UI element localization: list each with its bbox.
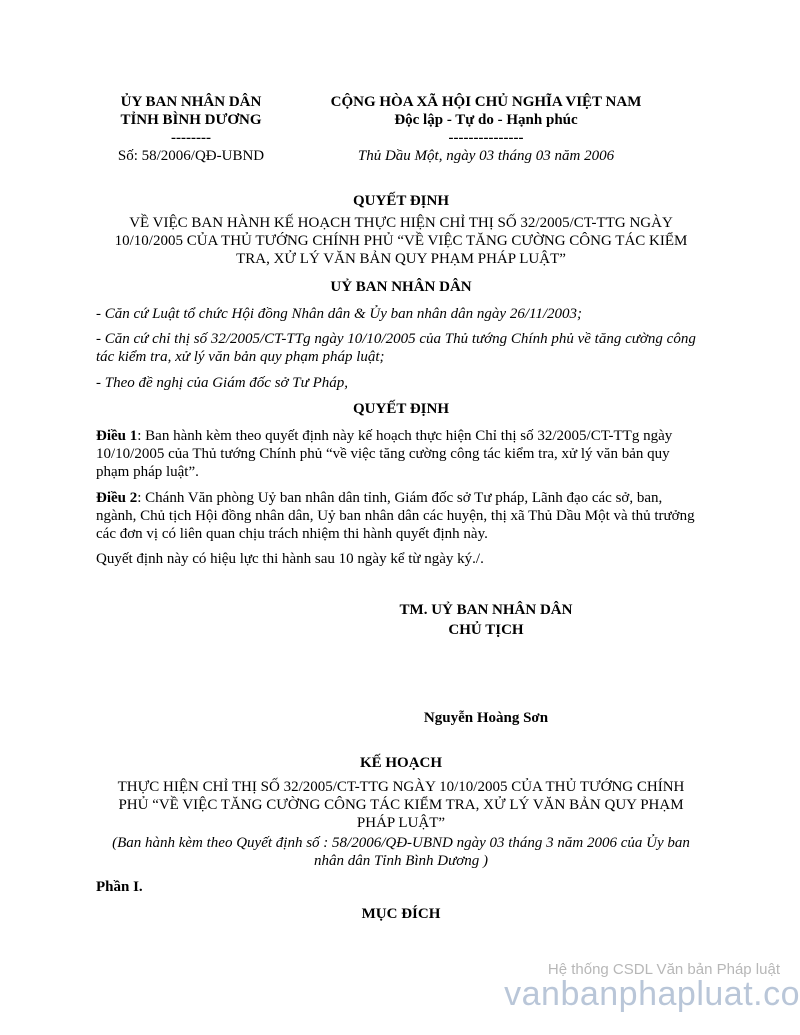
decision-subject-line: 10/10/2005 CỦA THỦ TƯỚNG CHÍNH PHỦ “VỀ VIỆC TĂNG CƯỜNG CÔNG TÁC KIỂM [114, 233, 688, 249]
article-1-label: Điều 1 [96, 428, 138, 444]
article-2-label: Điều 2 [96, 490, 138, 506]
legal-basis-3: - Theo đề nghị của Giám đốc sở Tư Pháp, [96, 375, 348, 391]
plan-subject [96, 778, 706, 832]
legal-basis-1: - Căn cứ Luật tổ chức Hội đồng Nhân dân & Ủy ban nhân dân ngày 26/11/2003; [96, 306, 583, 322]
plan-note-line: (Ban hành kèm theo Quyết định số : 58/2006/QĐ-UBND ngày 03 tháng 3 năm 2006 của Ủy ban [112, 835, 690, 851]
national-motto: Độc lập - Tự do - Hạnh phúc [394, 112, 578, 128]
issuer-separator: -------- [171, 130, 211, 146]
plan-subject-line: PHÁP LUẬT” [356, 815, 446, 831]
plan-title: KẾ HOẠCH [359, 755, 443, 771]
section-heading: MỤC ĐÍCH [361, 906, 441, 922]
article-1-text: : Ban hành kèm theo quyết định này kế hoạch thực hiện Chỉ thị số 32/2005/CT-TTg ngày 10/10/2005 của Thủ tướng Chính phủ “về việc tăng cường công tác kiểm tra, xử lý văn bản quy phạm pháp luật”. [96, 428, 673, 480]
plan-note [96, 834, 706, 870]
decision-subject-line: TRA, XỬ LÝ VĂN BẢN QUY PHẠM PHÁP LUẬT” [236, 251, 566, 267]
decision-subject-line: VỀ VIỆC BAN HÀNH KẾ HOẠCH THỰC HIỆN CHỈ THỊ SỐ 32/2005/CT-TTG NGÀY [129, 215, 673, 231]
decide-heading: QUYẾT ĐỊNH [353, 401, 449, 417]
national-header [316, 93, 656, 165]
issuer-org-line1: ỦY BAN NHÂN DÂN [120, 94, 262, 110]
plan-subject-line: PHỦ “VỀ VIỆC TĂNG CƯỜNG CÔNG TÁC KIỂM TRA, XỬ LÝ VĂN BẢN QUY PHẠM [118, 797, 684, 813]
motto-separator: --------------- [448, 130, 524, 146]
signature-position: CHỦ TỊCH [448, 622, 524, 638]
signer-name: Nguyễn Hoàng Sơn [423, 710, 549, 726]
signature-block [386, 600, 586, 640]
part-heading: Phần I. [96, 879, 143, 895]
decision-subject [96, 214, 706, 268]
effect-clause: Quyết định này có hiệu lực thi hành sau 10 ngày kể từ ngày ký./. [96, 551, 484, 567]
issuer-heading: UỶ BAN NHÂN DÂN [330, 279, 472, 295]
article-2-text: : Chánh Văn phòng Uỷ ban nhân dân tỉnh, Giám đốc sở Tư pháp, Lãnh đạo các sở, ban, ngành, Chủ tịch Hội đồng nhân dân, Uỷ ban nhân dân các huyện, thị xã Thủ Dầu Một và thủ trưởng các đơn vị có liên quan chịu trách nhiệm thi hành quyết định này. [96, 490, 695, 542]
decision-title: QUYẾT ĐỊNH [353, 193, 449, 209]
legal-basis-2: - Căn cứ chỉ thị số 32/2005/CT-TTg ngày 10/10/2005 của Thủ tướng Chính phủ về tăng cường công tác kiểm tra, xử lý văn bản quy phạm pháp luật; [96, 331, 696, 365]
plan-note-line: nhân dân Tỉnh Bình Dương ) [313, 853, 489, 869]
watermark-caption: Hệ thống CSDL Văn bản Pháp luật [547, 961, 780, 978]
issuer-org-line2: TỈNH BÌNH DƯƠNG [120, 112, 262, 128]
country-name: CỘNG HÒA XÃ HỘI CHỦ NGHĨA VIỆT NAM [330, 94, 642, 110]
article-2 [96, 489, 706, 543]
article-1 [96, 427, 706, 481]
document-number: Số: 58/2006/QĐ-UBND [117, 148, 265, 164]
watermark-domain: vanbanphapluat.co [504, 975, 800, 1013]
issuer-header [96, 93, 286, 165]
signature-title: TM. UỶ BAN NHÂN DÂN [399, 602, 573, 618]
place-date: Thủ Dầu Một, ngày 03 tháng 03 năm 2006 [357, 148, 615, 164]
plan-subject-line: THỰC HIỆN CHỈ THỊ SỐ 32/2005/CT-TTG NGÀY 10/10/2005 CỦA THỦ TƯỚNG CHÍNH [117, 779, 685, 795]
